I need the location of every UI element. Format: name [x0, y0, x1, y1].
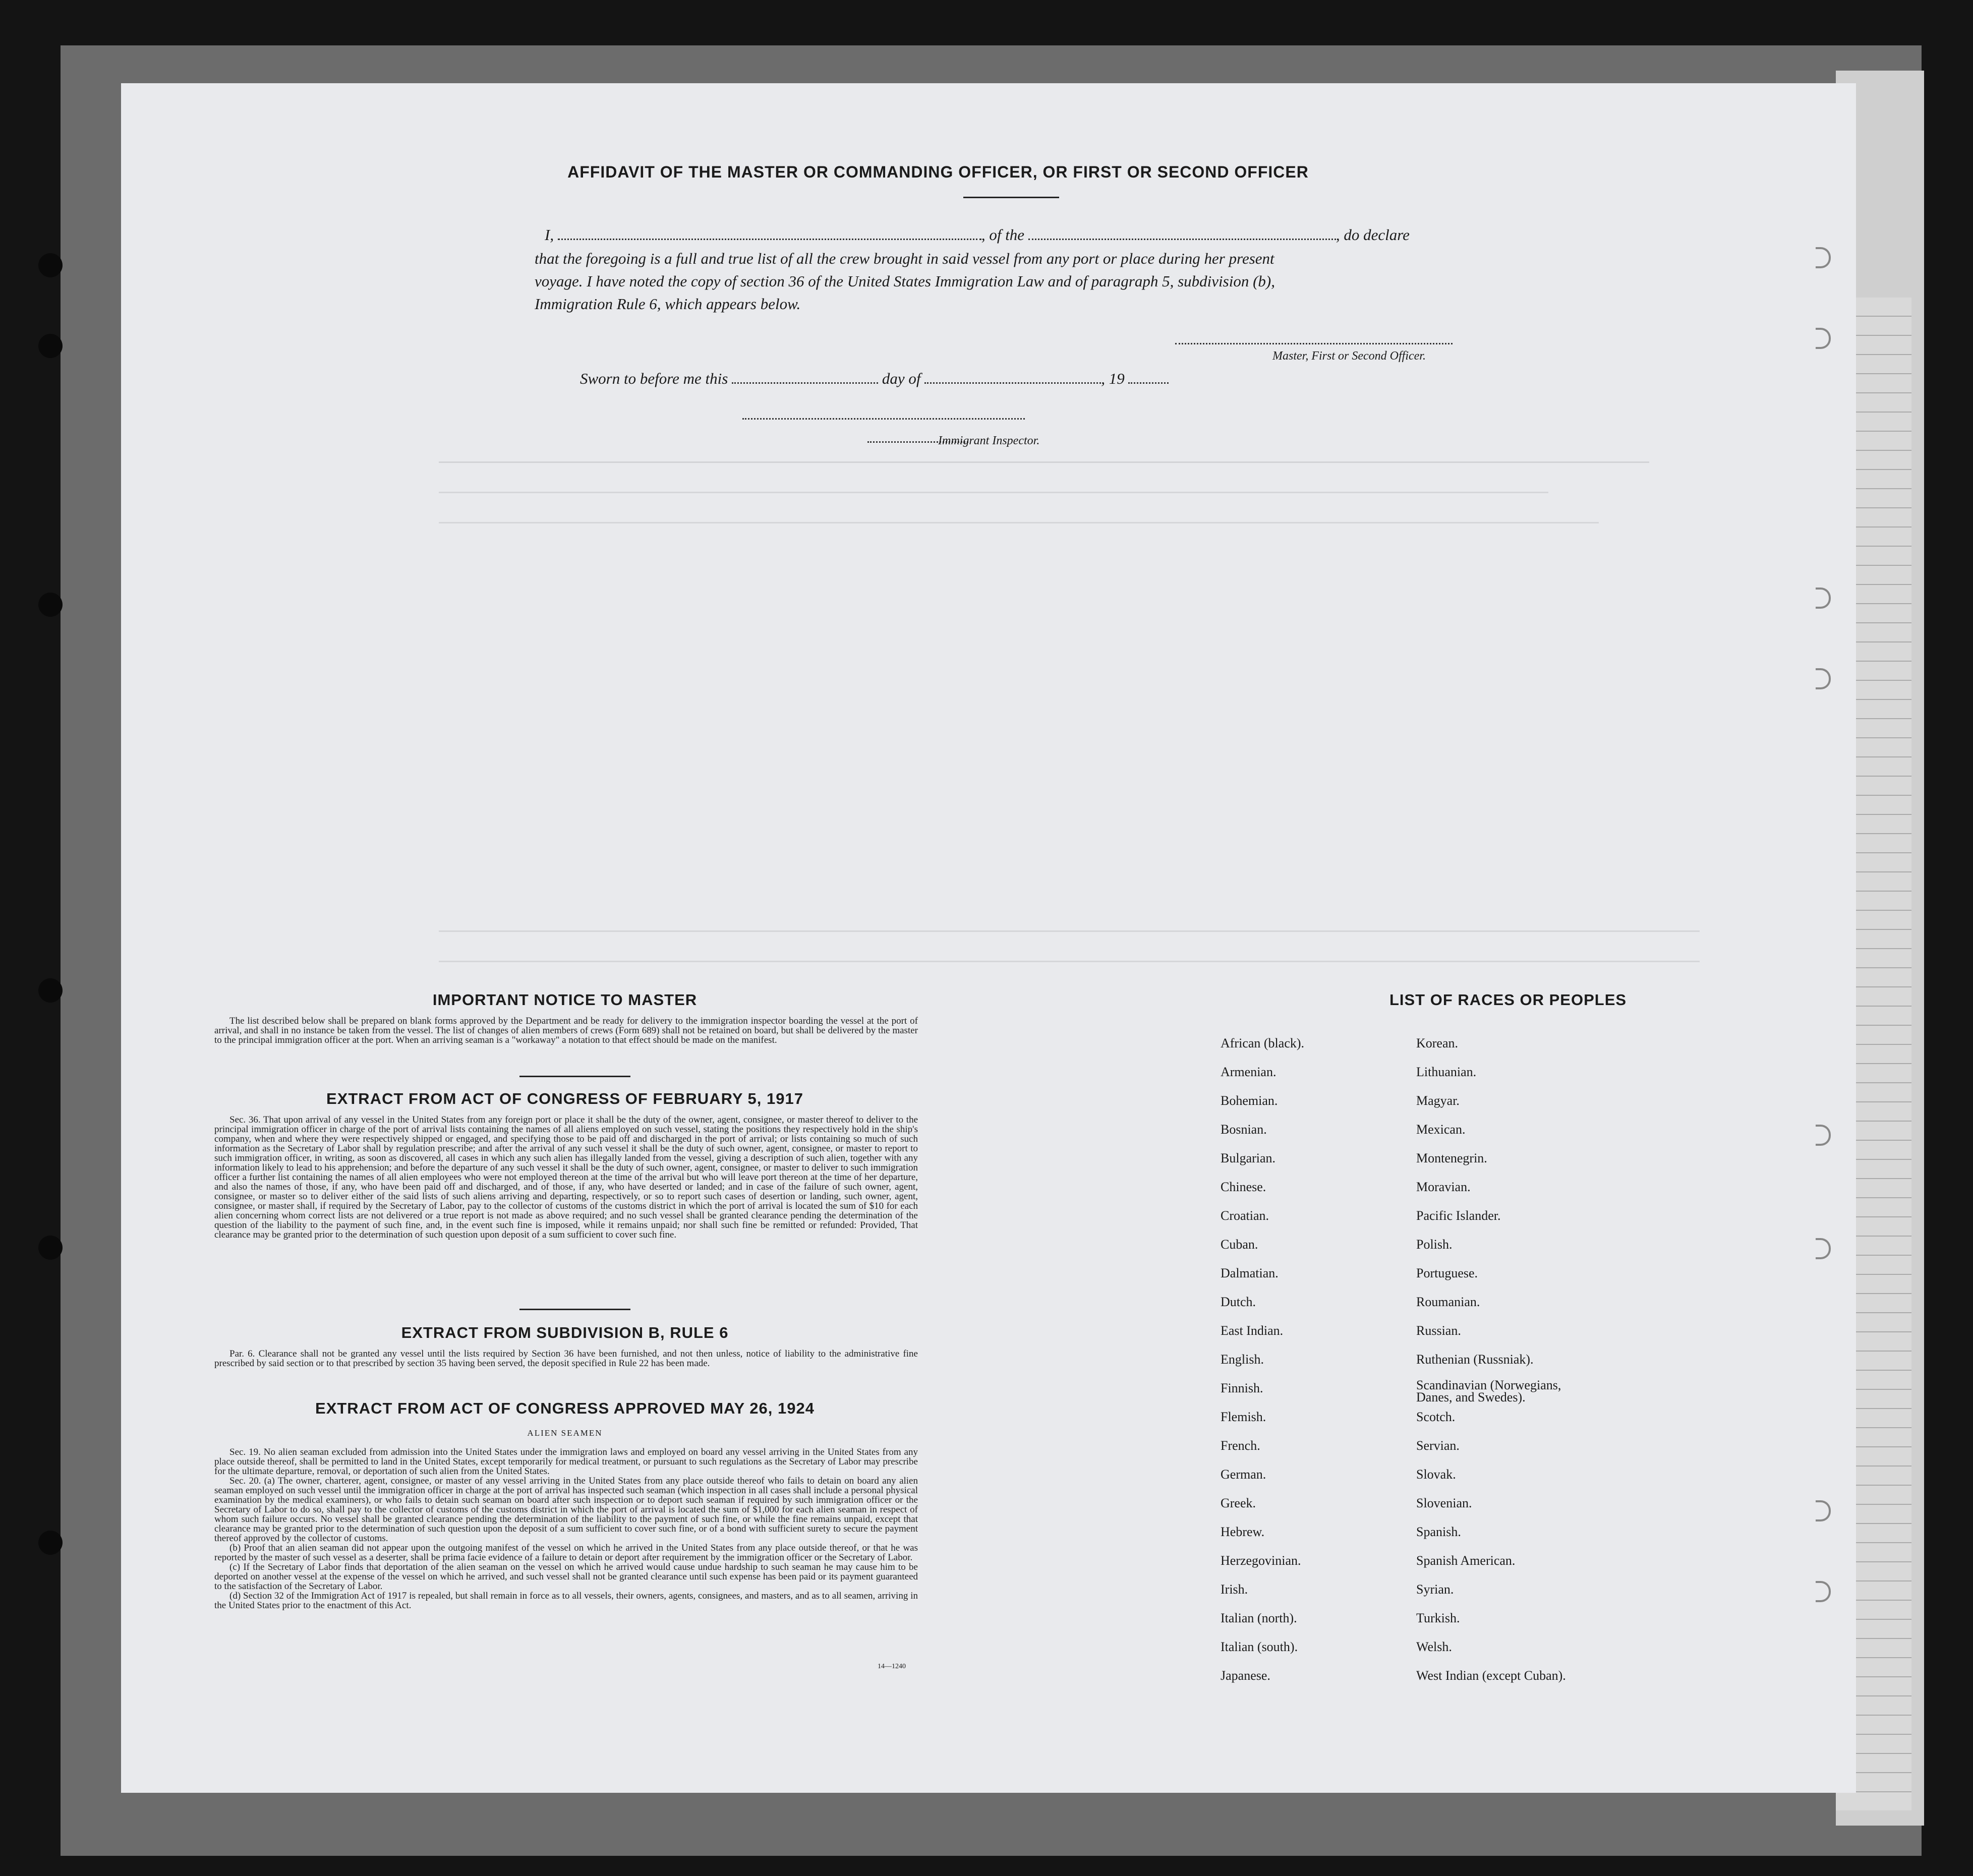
name-blank[interactable] [558, 227, 981, 240]
race-item: Slovak. [1416, 1467, 1456, 1482]
race-item: Syrian. [1416, 1582, 1454, 1597]
race-item: Russian. [1416, 1323, 1461, 1338]
bleed-through [439, 497, 1599, 523]
race-item: Servian. [1416, 1438, 1460, 1453]
divider [963, 197, 1059, 198]
sec-20d-paragraph: (d) Section 32 of the Immigration Act of 1917 is repealed, but shall remain in force as to all vessels, their owners, agents, consignees, and masters, and as to all seamen, arriving in the United States prior to the enactment of this Act. [214, 1591, 918, 1611]
document-page [121, 83, 1856, 1793]
race-item: Roumanian. [1416, 1295, 1480, 1309]
race-item: Bosnian. [1221, 1122, 1267, 1137]
day-of-text: day of [882, 370, 921, 387]
extract-1924-text [214, 1447, 918, 1610]
sworn-year-blank[interactable] [1128, 371, 1169, 384]
affidavit-of-the: , of the [981, 226, 1025, 244]
race-item: Japanese. [1221, 1668, 1270, 1683]
race-item: Irish. [1221, 1582, 1248, 1597]
race-item: Croatian. [1221, 1208, 1269, 1223]
race-item: Chinese. [1221, 1180, 1266, 1194]
notice-text [214, 1016, 918, 1045]
race-item: Greek. [1221, 1496, 1256, 1510]
punch-hole [38, 253, 63, 277]
race-item: Cuban. [1221, 1237, 1258, 1252]
rule6-text [214, 1349, 918, 1368]
race-item: Portuguese. [1416, 1266, 1478, 1280]
extract-1917-text [214, 1115, 918, 1240]
extract-1917-paragraph: Sec. 36. That upon arrival of any vessel in the United States from any foreign port or place it shall be the duty of the owner, agent, consignee, or master thereof to deliver to the principal immigration officer in charge of the port of arrival lists containing the names of all aliens employed on such vessel, stating the positions they respectively hold in the ship's company, when and where they were respectively shipped or engaged, and specifying those to be paid off and discharged in the port of arrival; or lists containing so much of such information as the Secretary of Labor shall by regulation prescribe; and after the arrival of any such vessel it shall be the duty of such owner, agent, consignee, or master to report to such immigration officer, in writing, as soon as discovered, all cases in which any such alien has illegally landed from the vessel, giving a description of such alien, together with any information likely to lead to his apprehension; and before the departure of any such vessel it shall be the duty of such owner, agent, consignee, or master to deliver to such immigration officer a further list containing the names of all alien employees who were not employed thereon at the time of the arrival but who will leave port thereon at the time of her departure, and also the names of those, if any, who have been paid off and discharged, and of those, if any, who have deserted or landed; and in case of the failure of such owner, agent, consignee, or master so to deliver either of the said lists of such aliens arriving and departing, respectively, or so to report such cases of desertion or landing, such owner, agent, consignee, or master shall, if required by the Secretary of Labor, pay to the collector of customs of the customs district in which the port of arrival is located the sum of $10 for each alien concerning whom correct lists are not delivered or a true report is not made as above required; and no such vessel shall be granted clearance pending the determination of the question of the liability to the payment of such fine, and, in the event such fine is imposed, while it remains unpaid; nor shall such fine be remitted or refunded: Provided, That clearance may be granted prior to the determination of such question upon deposit of a sum sufficient to cover such fine. [214, 1115, 918, 1240]
affidavit-line-3: voyage. I have noted the copy of section 36 of the United States Immigration Law and of paragraph 5, subdivision (b), [535, 272, 1275, 290]
rule6-paragraph: Par. 6. Clearance shall not be granted any vessel until the lists required by Section 36 have been furnished, and not then unless, notice of liability to the administrative fine prescribed by said section or to that prescribed by section 35 having been served, the deposit specified in Rule 22 has been made. [214, 1349, 918, 1369]
race-item: Welsh. [1416, 1639, 1452, 1654]
race-item: Slovenian. [1416, 1496, 1472, 1510]
affidavit-title: AFFIDAVIT OF THE MASTER OR COMMANDING OFFICER, OR FIRST OR SECOND OFFICER [567, 163, 1309, 181]
race-item: Bohemian. [1221, 1093, 1278, 1108]
affidavit-i: I, [545, 226, 554, 244]
race-item: West Indian (except Cuban). [1416, 1668, 1566, 1683]
bleed-through [439, 436, 1649, 463]
rule6-title: EXTRACT FROM SUBDIVISION B, RULE 6 [401, 1324, 729, 1341]
race-item: Spanish American. [1416, 1553, 1516, 1568]
race-item: Turkish. [1416, 1611, 1460, 1625]
race-item: Italian (south). [1221, 1639, 1298, 1654]
punch-hole [38, 1531, 63, 1555]
sworn-day-blank[interactable] [732, 371, 878, 384]
sec-20a-paragraph: Sec. 20. (a) The owner, charterer, agent, consignee, or master of any vessel arriving in the United States from any place outside thereof who fails to detain on board any alien seaman employed on such vessel until the immigration officer in charge at the port of arrival has inspected such seaman (which inspection in all cases shall include a personal physical examination by the medical examiners), or who fails to detain such seaman on board after such inspection or to deport such seaman if required by such immigration officer or the Secretary of Labor to do so, shall pay to the collector of customs of the customs district in which the port of arrival is located the sum of $1,000 for each alien seaman in respect of whom such failure occurs. No vessel shall be granted clearance pending the determination of the liability to the payment of such fine, or while the fine remains unpaid, except that clearance may be granted prior to the determination of such question upon the deposit of a sum sufficient to cover such fine, or of a bond with sufficient surety to secure the payment thereof approved by the collector of customs. [214, 1476, 918, 1544]
race-item: Magyar. [1416, 1093, 1460, 1108]
race-item: Hebrew. [1221, 1525, 1265, 1539]
sworn-month-blank[interactable] [924, 371, 1101, 384]
affidavit-declare: , do declare [1336, 226, 1410, 244]
race-item: Lithuanian. [1416, 1065, 1477, 1079]
race-item: Pacific Islander. [1416, 1208, 1501, 1223]
bleed-through [439, 466, 1548, 493]
race-item: Herzegovinian. [1221, 1553, 1301, 1568]
race-item: English. [1221, 1352, 1264, 1367]
race-item: Flemish. [1221, 1410, 1266, 1424]
bleed-through [439, 905, 1700, 932]
race-item: German. [1221, 1467, 1266, 1482]
master-signature-line[interactable] [1175, 343, 1453, 344]
punch-hole [38, 593, 63, 617]
affidavit-line-4: Immigration Rule 6, which appears below. [535, 295, 801, 313]
master-caption: Master, First or Second Officer. [1272, 349, 1426, 363]
race-item: Armenian. [1221, 1065, 1276, 1079]
form-number: 14—1240 [878, 1663, 906, 1670]
extract-1917-title: EXTRACT FROM ACT OF CONGRESS OF FEBRUARY 5, 1917 [326, 1090, 803, 1107]
punch-hole [38, 1236, 63, 1260]
sec-20c-paragraph: (c) If the Secretary of Labor finds that deportation of the alien seaman on the vessel on which he arrived would cause undue hardship to such seaman he may cause him to be deported on another vessel at the expense of the vessel on which he arrived, and such vessel shall not be granted clearance until such expense has been paid or its payment guaranteed to the satisfaction of the Secretary of Labor. [214, 1562, 918, 1592]
divider [519, 1309, 630, 1310]
year-text: , 19 [1101, 370, 1125, 387]
punch-hole [38, 978, 63, 1003]
sec-19-paragraph: Sec. 19. No alien seaman excluded from admission into the United States under the immigration laws and employed on board any vessel arriving in the United States from any place outside thereof, shall be permitted to land in the United States, except temporarily for medical treatment, or pursuant to such regulations as the Secretary of Labor may prescribe for the ultimate departure, removal, or deportation of such alien from the United States. [214, 1447, 918, 1477]
bleed-through [439, 935, 1700, 962]
race-item: Montenegrin. [1416, 1151, 1487, 1165]
sworn-line [580, 370, 1169, 388]
race-item: Italian (north). [1221, 1611, 1297, 1625]
race-item: East Indian. [1221, 1323, 1284, 1338]
sworn-text: Sworn to before me this [580, 370, 728, 387]
affidavit-line-2: that the foregoing is a full and true list of all the crew brought in said vessel from any port or place during her present [535, 250, 1274, 267]
divider [519, 1076, 630, 1077]
race-item: Dalmatian. [1221, 1266, 1279, 1280]
sec-20b-paragraph: (b) Proof that an alien seaman did not appear upon the outgoing manifest of the vessel on which he arrived in the United States from any place outside thereof, or that he was reported by the master of such vessel as a deserter, shall be prima facie evidence of a failure to detain or deport after requirement by the immigration officer or the Secretary of Labor. [214, 1543, 918, 1563]
alien-seamen-subtitle: ALIEN SEAMEN [527, 1428, 603, 1438]
punch-hole [38, 334, 63, 358]
race-item: Ruthenian (Russniak). [1416, 1352, 1534, 1367]
race-item: Scotch. [1416, 1410, 1456, 1424]
race-item: Scandinavian (Norwegians, Danes, and Swedes). [1416, 1378, 1561, 1404]
races-title: LIST OF RACES OR PEOPLES [1389, 991, 1627, 1009]
notice-paragraph: The list described below shall be prepared on blank forms approved by the Department and be ready for delivery to the immigration inspector boarding the vessel at the port of arrival, and shall in no instance be taken from the vessel. The list of changes of alien members of crews (Form 689) shall not be retained on board, but shall be delivered by the master to the principal immigration officer at the port. When an arriving seaman is a "workaway" a notation to that effect should be made on the manifest. [214, 1016, 918, 1045]
notice-title: IMPORTANT NOTICE TO MASTER [432, 991, 698, 1009]
vessel-blank[interactable] [1028, 227, 1336, 240]
race-item: Mexican. [1416, 1122, 1466, 1137]
race-item: French. [1221, 1438, 1260, 1453]
race-item: Bulgarian. [1221, 1151, 1276, 1165]
race-item: Polish. [1416, 1237, 1453, 1252]
race-item: African (black). [1221, 1036, 1305, 1050]
race-item: Korean. [1416, 1036, 1459, 1050]
affidavit-line-1 [545, 226, 1410, 244]
race-item: Spanish. [1416, 1525, 1461, 1539]
extract-1924-title: EXTRACT FROM ACT OF CONGRESS APPROVED MAY 26, 1924 [315, 1399, 815, 1417]
inspector-caption: Immigrant Inspector. [938, 434, 1040, 447]
race-item: Moravian. [1416, 1180, 1471, 1194]
race-item: Finnish. [1221, 1381, 1263, 1395]
race-item: Dutch. [1221, 1295, 1256, 1309]
inspector-signature-line[interactable] [742, 418, 1025, 420]
